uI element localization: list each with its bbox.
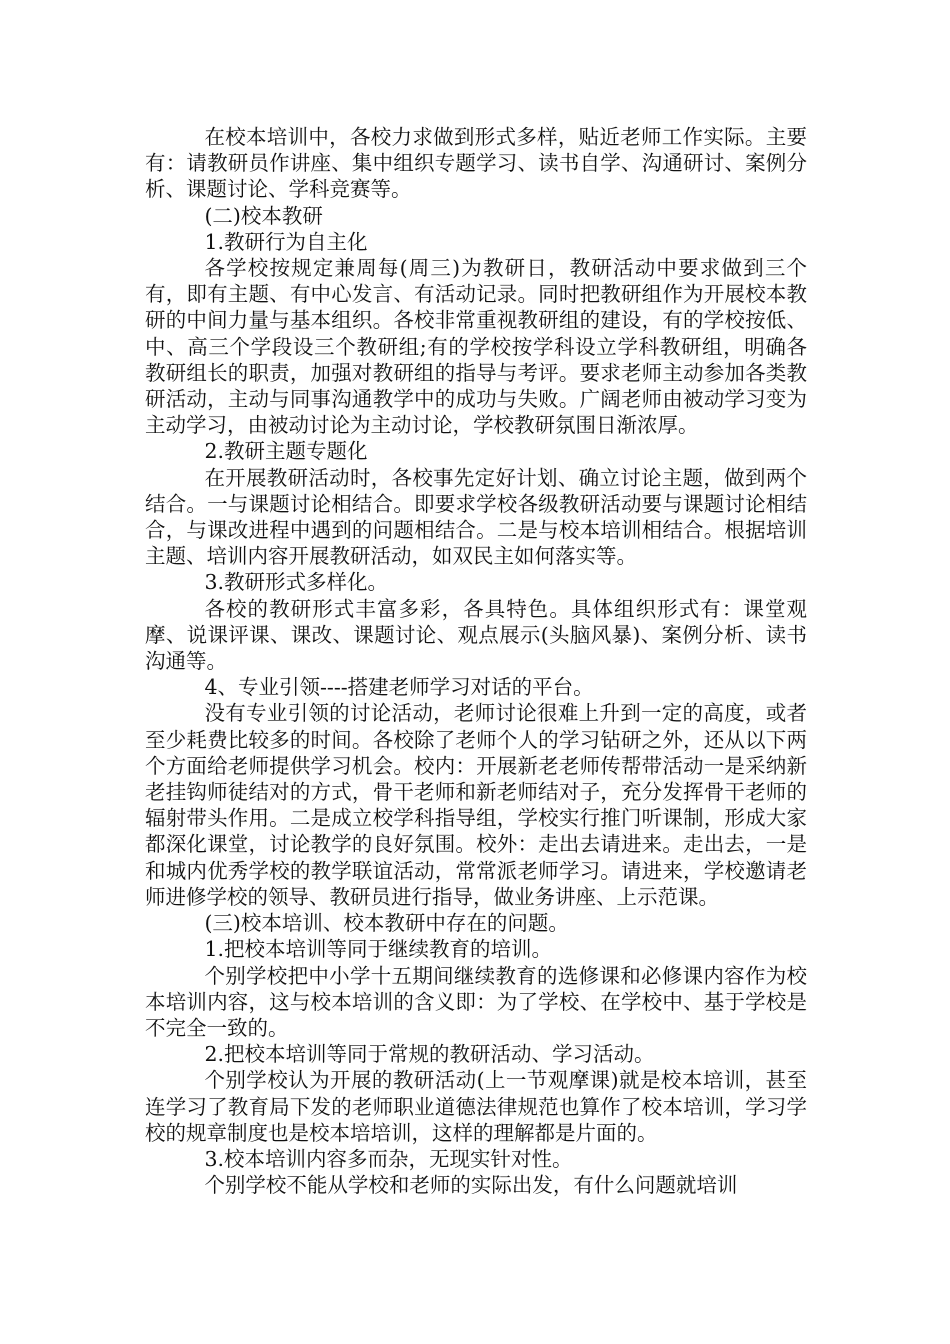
paragraph: 个别学校把中小学十五期间继续教育的选修课和必修课内容作为校本培训内容，这与校本培训的含义即：为了学校、在学校中、基于学校是不完全一致的。 [145,963,807,1040]
subsection-heading: 2.把校本培训等同于常规的教研活动、学习活动。 [204,1042,655,1067]
paragraph: 个别学校认为开展的教研活动(上一节观摩课)就是校本培训，甚至连学习了教育局下发的老师职业道德法律规范也算作了校本培训，学习学校的规章制度也是校本培培训，这样的理解都是片面的。 [145,1068,807,1145]
paragraph: 个别学校不能从学校和老师的实际出发，有什么问题就培训 [204,1173,738,1198]
paragraph: 没有专业引领的讨论活动，老师讨论很难上升到一定的高度，或者至少耗费比较多的时间。各校除了老师个人的学习钻研之外，还从以下两个方面给老师提供学习机会。校内：开展新老老师传帮带活动一是采纳新老挂钩师徒结对的方式，骨干老师和新老师结对子，充分发挥骨干老师的辐射带头作用。二是成立校学科指导组，学校实行推门听课制，形成大家都深化课堂，讨论教学的良好氛围。校外：走出去请进来。走出去，一是和城内优秀学校的教学联谊活动，常常派老师学习。请进来，学校邀请老师进修学校的领导、教研员进行指导，做业务讲座、上示范课。 [145,701,807,909]
subsection-heading: 1.把校本培训等同于继续教育的培训。 [204,937,552,962]
paragraph: 各学校按规定兼周每(周三)为教研日，教研活动中要求做到三个有，即有主题、有中心发言、有活动记录。同时把教研组作为开展校本教研的中间力量与基本组织。各校非常重视教研组的建设，有的学校按低、中、高三个学段设三个教研组;有的学校按学科设立学科教研组，明确各教研组长的职责，加强对教研组的指导与考评。要求老师主动参加各类教研活动，主动与同事沟通教学中的成功与失败。广阔老师由被动学习变为主动学习，由被动讨论为主动讨论，学校教研氛围日渐浓厚。 [145,256,807,438]
document-body [145,124,807,1198]
paragraph: 在校本培训中，各校力求做到形式多样，贴近老师工作实际。主要有：请教研员作讲座、集中组织专题学习、读书自学、沟通研讨、案例分析、课题讨论、学科竞赛等。 [145,125,807,202]
section-heading: (三)校本培训、校本教研中存在的问题。 [204,911,569,936]
section-heading: (二)校本教研 [204,203,323,228]
subsection-heading: 2.教研主题专题化 [204,439,368,464]
subsection-heading: 4、专业引领----搭建老师学习对话的平台。 [204,675,594,700]
subsection-heading: 1.教研行为自主化 [204,229,368,254]
paragraph: 在开展教研活动时，各校事先定好计划、确立讨论主题，做到两个结合。一与课题讨论相结合。即要求学校各级教研活动要与课题讨论相结合，与课改进程中遇到的问题相结合。二是与校本培训相结合。根据培训主题、培训内容开展教研活动，如双民主如何落实等。 [145,465,807,569]
subsection-heading: 3.校本培训内容多而杂，无现实针对性。 [204,1146,573,1171]
paragraph: 各校的教研形式丰富多彩，各具特色。具体组织形式有：课堂观摩、说课评课、课改、课题讨论、观点展示(头脑风暴)、案例分析、读书沟通等。 [145,596,807,674]
subsection-heading: 3.教研形式多样化。 [204,570,388,595]
